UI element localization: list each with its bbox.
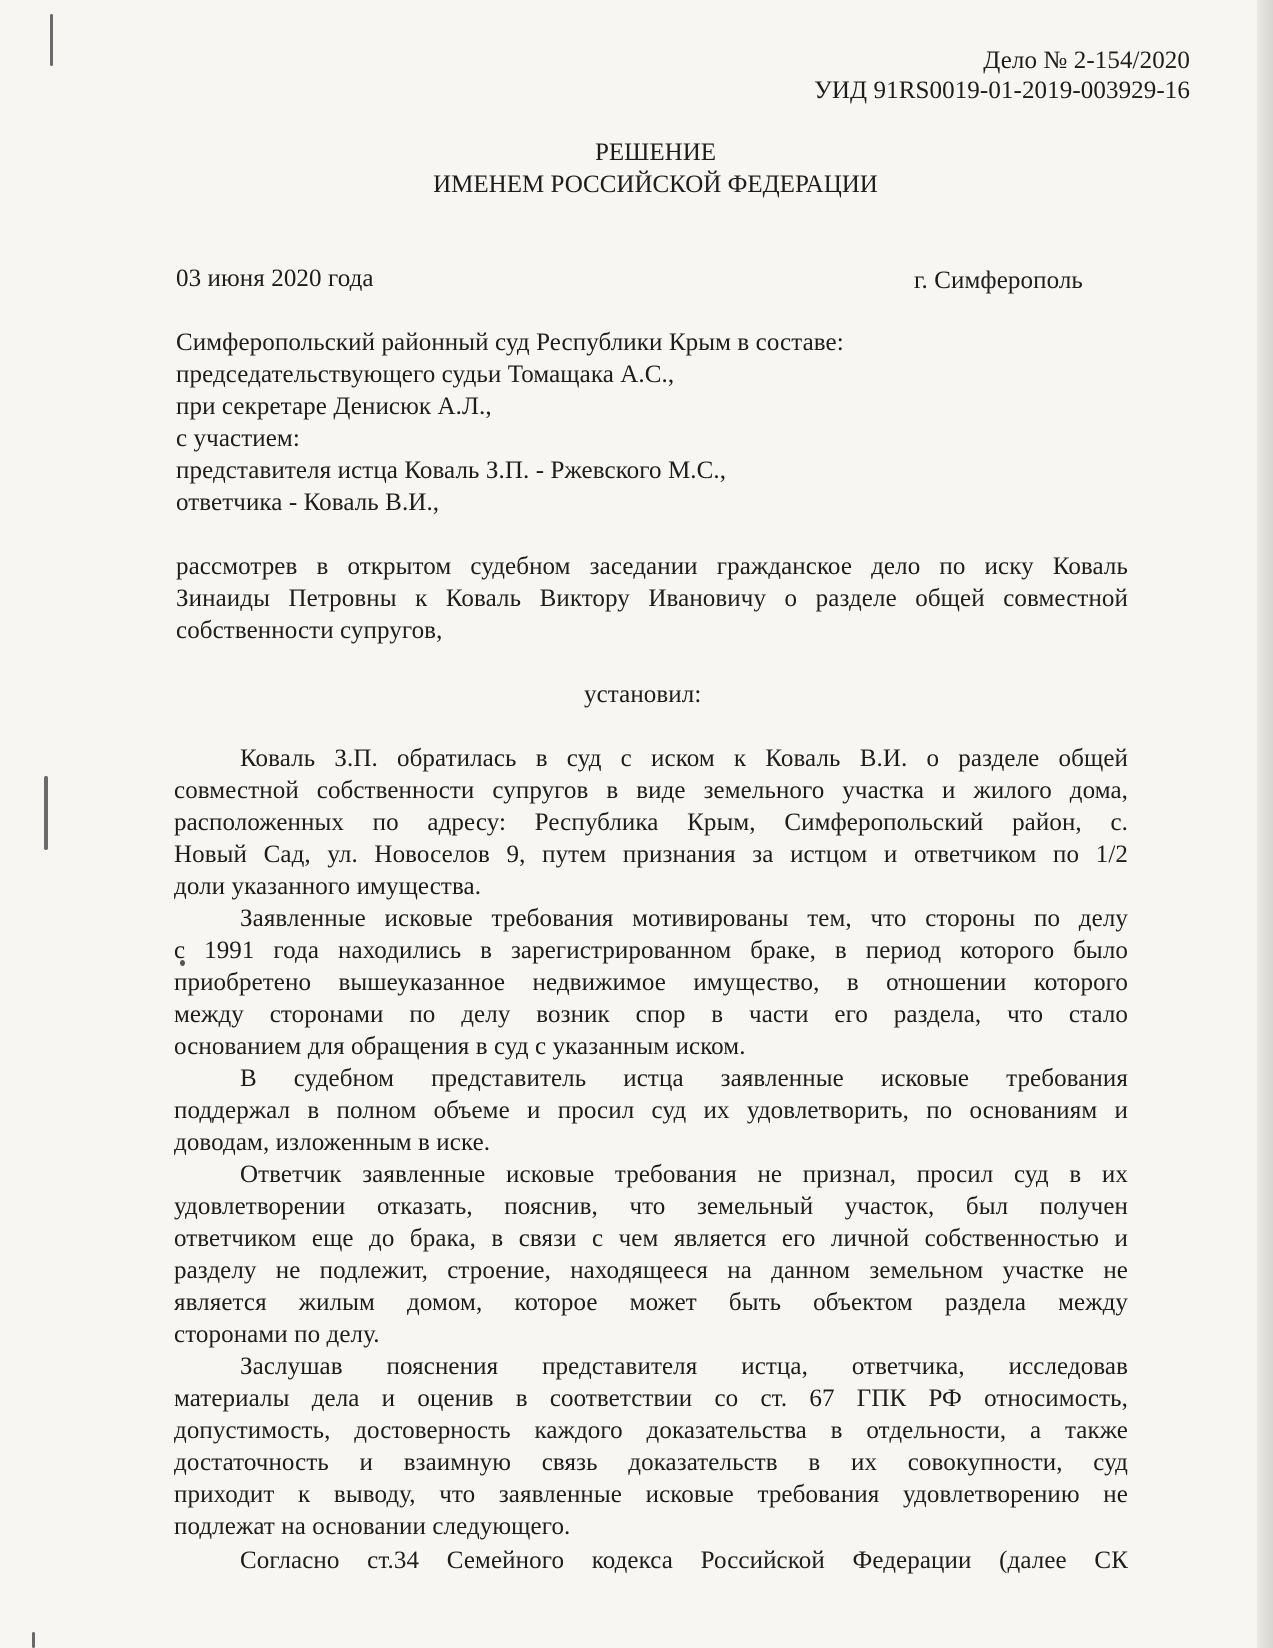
paragraph-line: ответчиком еще до брака, в связи с чем является его личной собственностью и <box>174 1225 1128 1252</box>
document-title: РЕШЕНИЕ <box>594 139 717 166</box>
considered-line: рассмотрев в открытом судебном заседании гражданское дело по иску Коваль <box>176 553 1128 580</box>
binder-hole-mark <box>32 1632 35 1648</box>
court-line: представителя истца Коваль З.П. - Ржевского М.С., <box>176 457 727 484</box>
paragraph-line: Заявленные исковые требования мотивированы тем, что стороны по делу <box>240 905 1128 932</box>
paragraph-line: приобретено вышеуказанное недвижимое имущество, в отношении которого <box>174 969 1128 996</box>
section-heading-established: установил: <box>584 681 702 708</box>
paragraph-line: Ответчик заявленные исковые требования не признал, просил суд в их <box>240 1161 1128 1188</box>
paragraph-line: материалы дела и оценив в соответствии со ст. 67 ГПК РФ относимость, <box>174 1385 1128 1412</box>
decision-city: г. Симферополь <box>914 267 1083 294</box>
paragraph-line: между сторонами по делу возник спор в части его раздела, что стало <box>174 1001 1128 1028</box>
paragraph-line: расположенных по адресу: Республика Крым, Симферопольский район, с. <box>174 809 1128 836</box>
binder-hole-mark <box>44 776 48 850</box>
paragraph-line: Согласно ст.34 Семейного кодекса Российской Федерации (далее СК <box>240 1547 1128 1574</box>
paragraph-line: Коваль З.П. обратилась в суд с иском к Коваль В.И. о разделе общей <box>240 745 1128 772</box>
paragraph-line: допустимость, достоверность каждого доказательства в отдельности, а также <box>174 1417 1128 1444</box>
case-number: Дело № 2-154/2020 <box>983 47 1190 74</box>
paragraph-line: основанием для обращения в суд с указанным иском. <box>174 1033 746 1060</box>
court-line: ответчика - Коваль В.И., <box>176 489 440 516</box>
paragraph-line: достаточность и взаимную связь доказательств в их совокупности, суд <box>174 1449 1128 1476</box>
paragraph-line: сторонами по делу. <box>174 1321 380 1348</box>
court-line: Симферопольский районный суд Республики Крым в составе: <box>176 329 844 356</box>
paragraph-line: Новый Сад, ул. Новоселов 9, путем признания за истцом и ответчиком по 1/2 <box>174 841 1128 868</box>
document-subtitle: ИМЕНЕМ РОССИЙСКОЙ ФЕДЕРАЦИИ <box>433 171 878 198</box>
decision-date: 03 июня 2020 года <box>176 265 374 292</box>
binder-hole-mark <box>50 14 53 66</box>
paragraph-line: доводам, изложенным в иске. <box>174 1129 491 1156</box>
paragraph-line: удовлетворении отказать, пояснив, что земельный участок, был получен <box>174 1193 1128 1220</box>
page-edge-shadow <box>1257 0 1273 1648</box>
paragraph-line: приходит к выводу, что заявленные исковые требования удовлетворению не <box>174 1481 1128 1508</box>
paragraph-line: Заслушав пояснения представителя истца, ответчика, исследовав <box>240 1353 1128 1380</box>
court-line: при секретаре Денисюк А.Л., <box>176 393 492 420</box>
paragraph-line: разделу не подлежит, строение, находящееся на данном земельном участке не <box>174 1257 1128 1284</box>
paragraph-line: доли указанного имущества. <box>174 873 482 900</box>
case-uid: УИД 91RS0019-01-2019-003929-16 <box>814 77 1190 104</box>
paragraph-line: В судебном представитель истца заявленные исковые требования <box>240 1065 1128 1092</box>
court-line: с участием: <box>176 425 300 452</box>
paragraph-line: является жилым домом, которое может быть объектом раздела между <box>174 1289 1128 1316</box>
considered-line: Зинаиды Петровны к Коваль Виктору Ивановичу о разделе общей совместной <box>176 585 1128 612</box>
paragraph-line: совместной собственности супругов в виде земельного участка и жилого дома, <box>174 777 1128 804</box>
paragraph-line: с 1991 года находились в зарегистрированном браке, в период которого было <box>174 937 1128 964</box>
paragraph-line: подлежат на основании следующего. <box>174 1513 571 1540</box>
paragraph-line: поддержал в полном объеме и просил суд их удовлетворить, по основаниям и <box>174 1097 1128 1124</box>
considered-line: собственности супругов, <box>176 617 443 644</box>
court-line: председательствующего судьи Томащака А.С., <box>176 361 675 388</box>
